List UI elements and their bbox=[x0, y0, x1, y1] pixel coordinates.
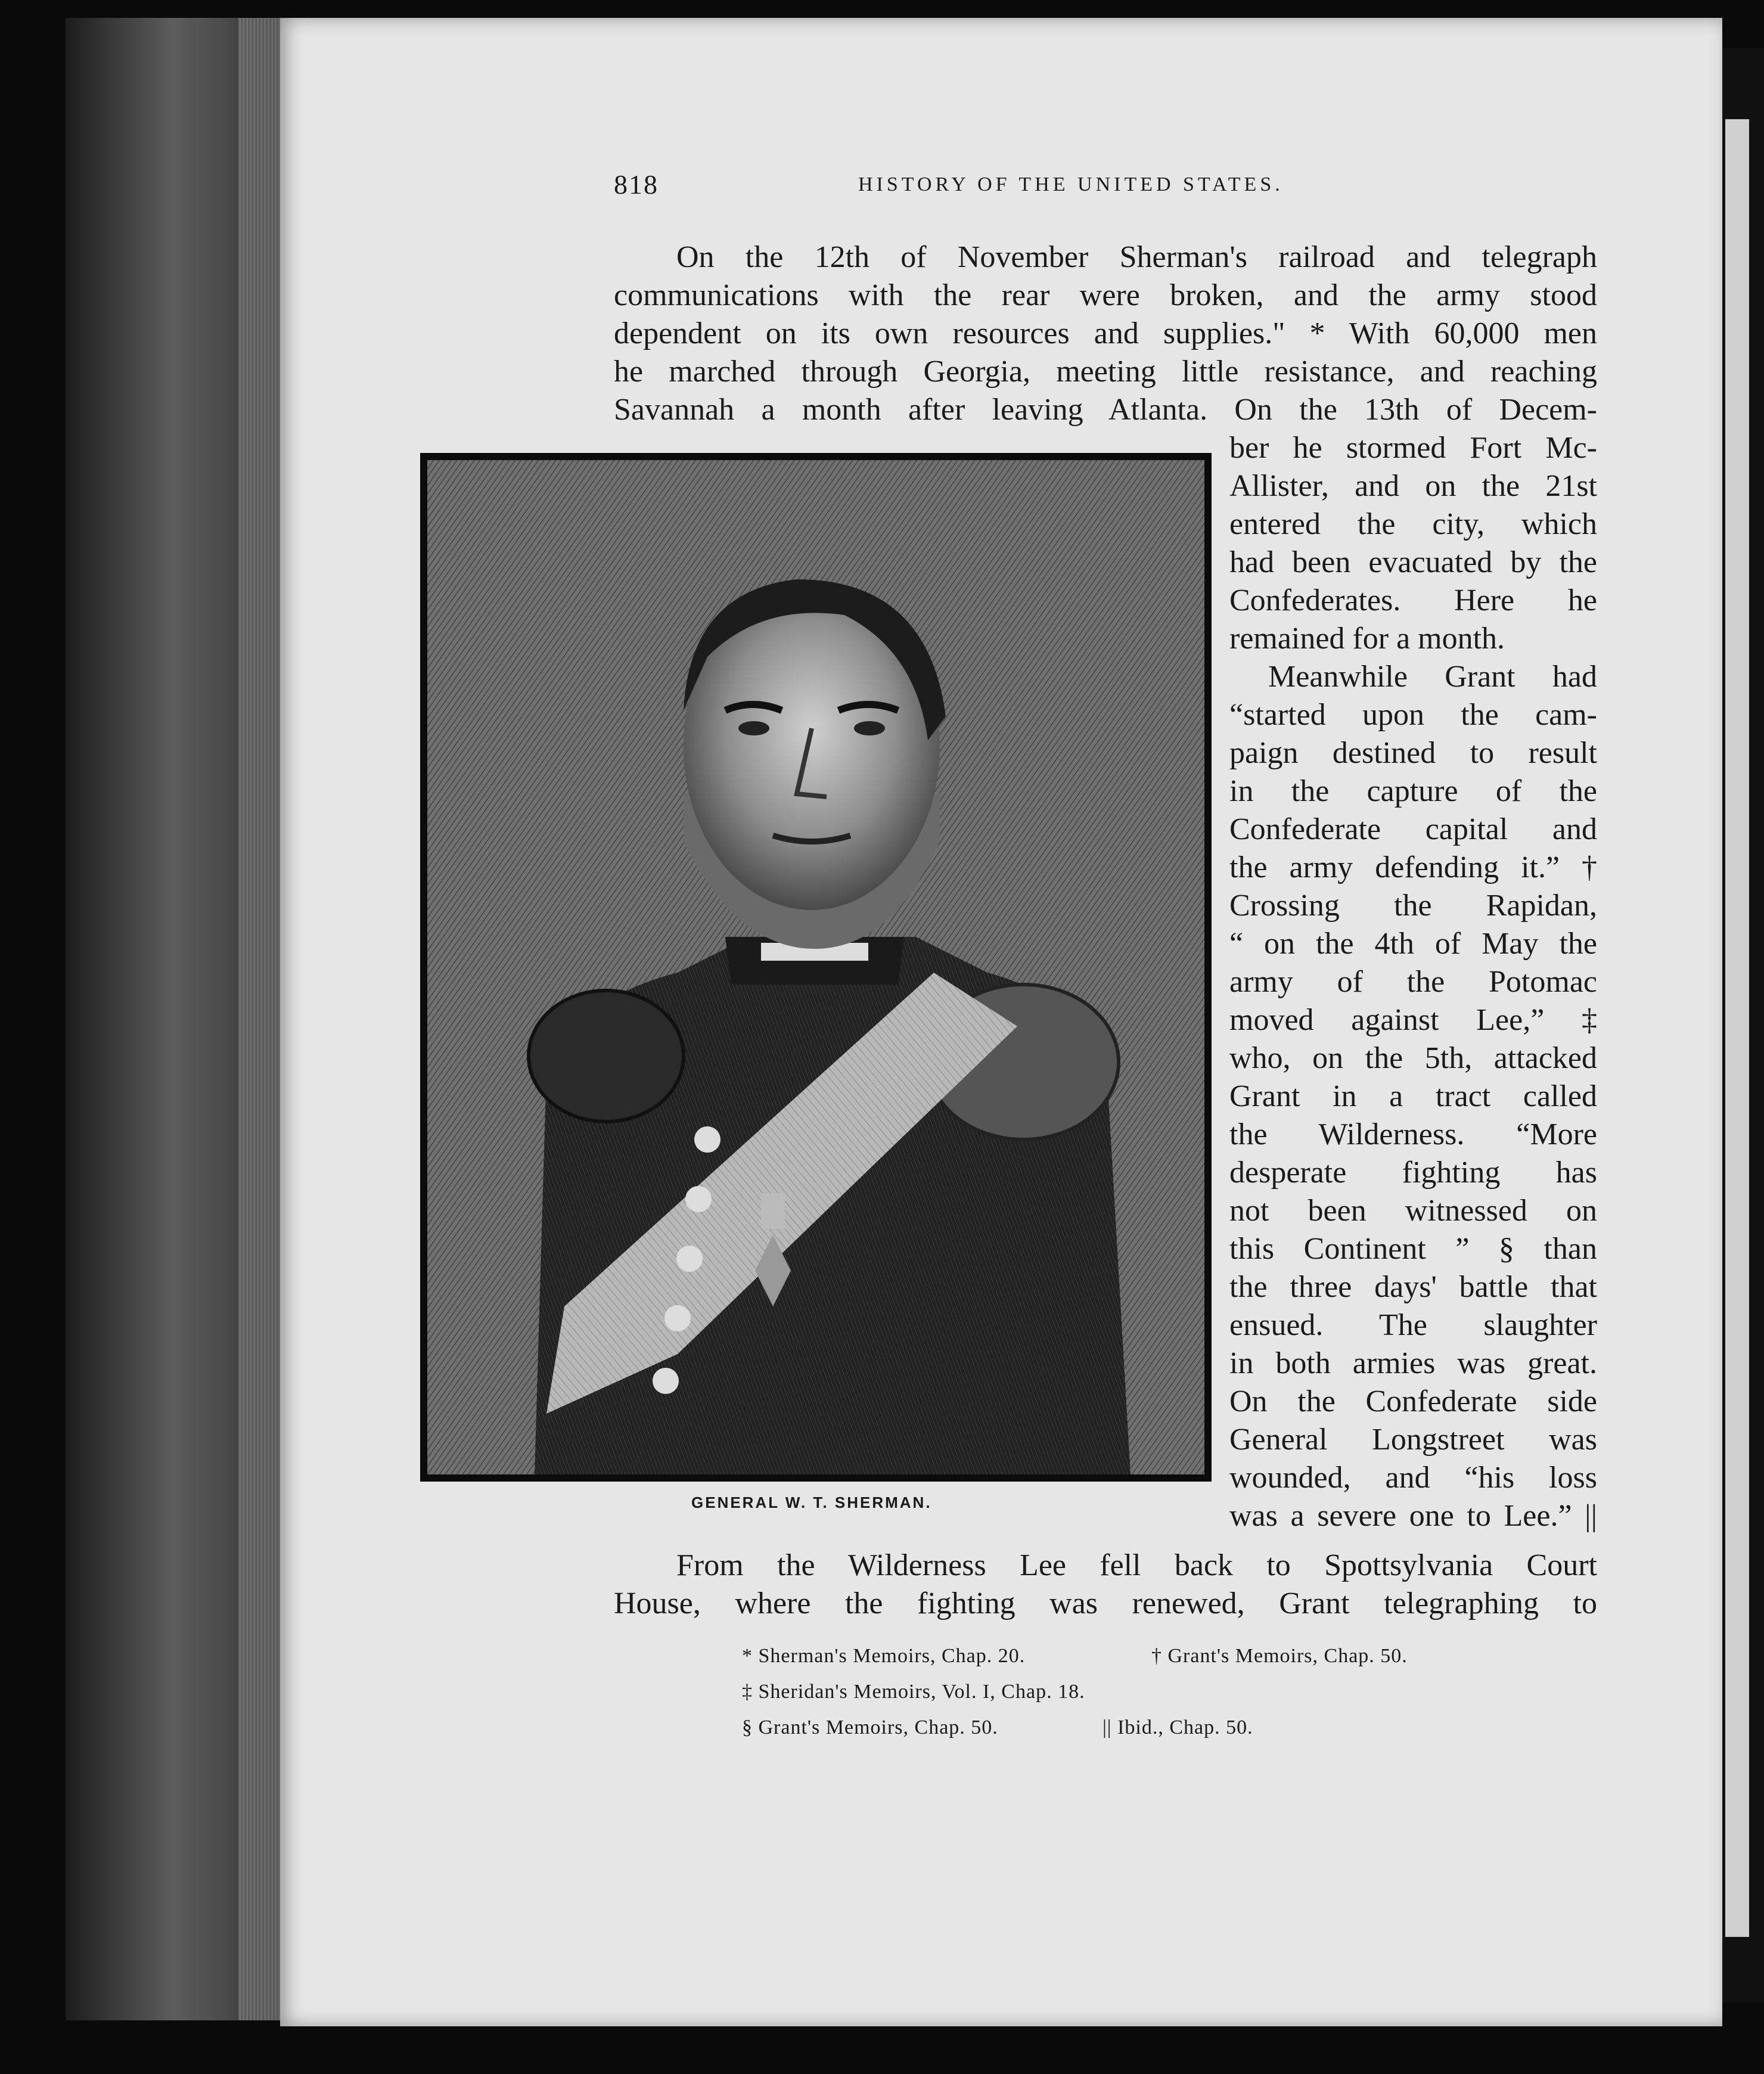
body-line: moved against Lee,” ‡ bbox=[1229, 1003, 1597, 1037]
footnote: * Sherman's Memoirs, Chap. 20. bbox=[742, 1645, 1026, 1667]
next-page-sliver bbox=[1725, 119, 1749, 1937]
body-line: On the 12th of November Sherman's railroad and telegraph bbox=[676, 240, 1597, 274]
body-line: paign destined to result bbox=[1229, 736, 1597, 770]
body-line: ber he stormed Fort Mc- bbox=[1229, 431, 1597, 465]
footnote: || Ibid., Chap. 50. bbox=[1102, 1716, 1253, 1738]
body-line: had been evacuated by the bbox=[1229, 545, 1597, 579]
body-line: army of the Potomac bbox=[1229, 965, 1597, 999]
body-line: communications with the rear were broken, and the army stood bbox=[614, 278, 1597, 312]
footnote: § Grant's Memoirs, Chap. 50. bbox=[742, 1716, 998, 1738]
body-line: On the Confederate side bbox=[1229, 1384, 1597, 1418]
body-line: House, where the fighting was renewed, Grant telegraphing to bbox=[614, 1586, 1597, 1620]
body-line: Confederate capital and bbox=[1229, 812, 1597, 846]
running-title: HISTORY OF THE UNITED STATES. bbox=[858, 173, 1284, 195]
body-line: wounded, and “his loss bbox=[1229, 1461, 1597, 1495]
body-line: Savannah a month after leaving Atlanta. On the 13th of Decem- bbox=[614, 393, 1597, 427]
body-line: this Continent ” § than bbox=[1229, 1232, 1597, 1266]
body-line: not been witnessed on bbox=[1229, 1194, 1597, 1228]
footnote: † Grant's Memoirs, Chap. 50. bbox=[1151, 1645, 1408, 1667]
body-line: in the capture of the bbox=[1229, 774, 1597, 808]
portrait-image bbox=[427, 460, 1204, 1474]
body-line: Grant in a tract called bbox=[1229, 1079, 1597, 1113]
body-line: desperate fighting has bbox=[1229, 1156, 1597, 1190]
page-header bbox=[614, 169, 1615, 210]
body-line: he marched through Georgia, meeting little resistance, and reaching bbox=[614, 355, 1597, 389]
body-line: entered the city, which bbox=[1229, 507, 1597, 541]
body-line: Confederates. Here he bbox=[1229, 583, 1597, 617]
body-line: dependent on its own resources and supplies." * With 60,000 men bbox=[614, 316, 1597, 350]
body-line: General Longstreet was bbox=[1229, 1423, 1597, 1457]
body-line: in both armies was great. bbox=[1229, 1346, 1597, 1380]
body-line: remained for a month. bbox=[1229, 622, 1505, 656]
body-line: who, on the 5th, attacked bbox=[1229, 1041, 1597, 1075]
sherman-portrait-illustration bbox=[427, 460, 1204, 1474]
book-page-edges-texture bbox=[238, 18, 280, 2020]
body-line: “ on the 4th of May the bbox=[1229, 927, 1597, 961]
body-line: “started upon the cam- bbox=[1229, 698, 1597, 732]
footnote: ‡ Sheridan's Memoirs, Vol. I, Chap. 18. bbox=[742, 1681, 1085, 1703]
portrait-engraving bbox=[420, 453, 1212, 1482]
body-line: ensued. The slaughter bbox=[1229, 1308, 1597, 1342]
body-line: Meanwhile Grant had bbox=[1268, 660, 1597, 694]
body-line: the Wilderness. “More bbox=[1229, 1117, 1597, 1151]
body-line: was a severe one to Lee.” || bbox=[1229, 1499, 1597, 1533]
body-line: Allister, and on the 21st bbox=[1229, 469, 1597, 503]
figure-caption: GENERAL W. T. SHERMAN. bbox=[691, 1494, 932, 1511]
page-number: 818 bbox=[614, 169, 659, 200]
body-line: From the Wilderness Lee fell back to Spottsylvania Court bbox=[676, 1548, 1597, 1582]
body-line: the army defending it.” † bbox=[1229, 850, 1597, 884]
body-line: the three days' battle that bbox=[1229, 1270, 1597, 1304]
body-line: Crossing the Rapidan, bbox=[1229, 889, 1597, 923]
